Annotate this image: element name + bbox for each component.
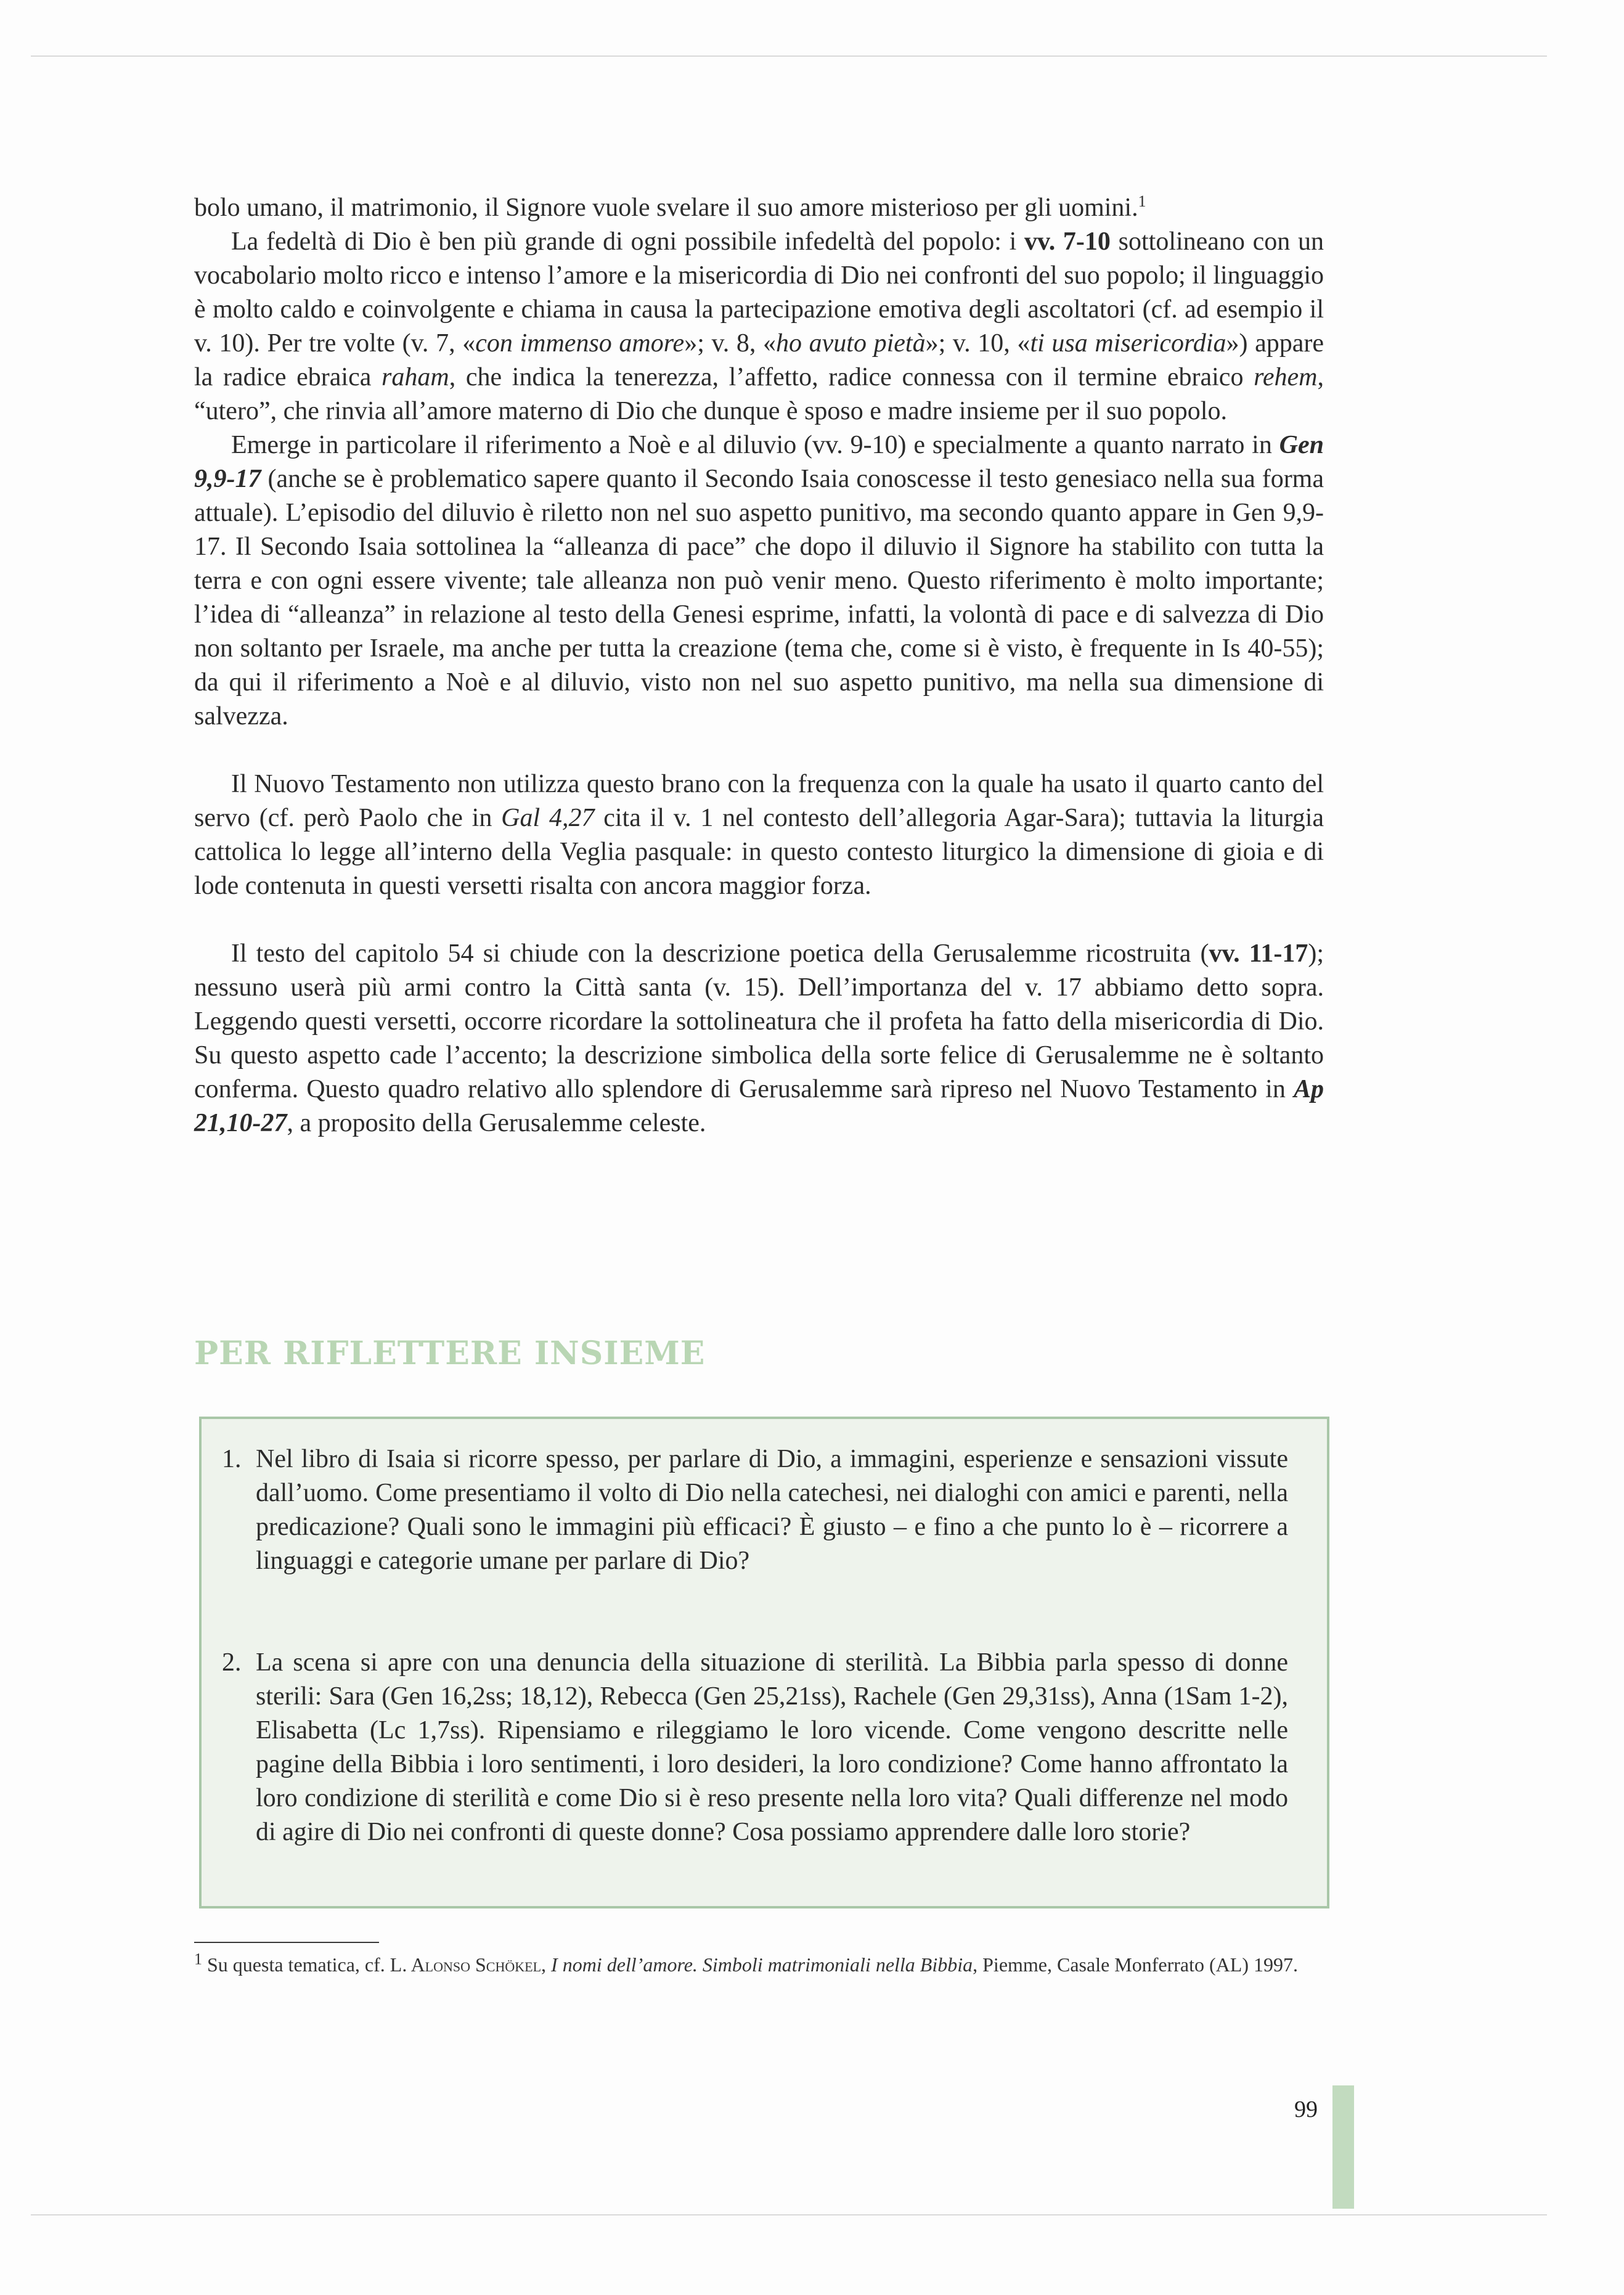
paragraph-2: La fedeltà di Dio è ben più grande di ogni possibile infedeltà del popolo: i vv. 7-10 sottolineano con un vocabolario molto ricco e intenso l’amore e la misericordia di Dio nei confronti del suo popolo; il linguaggio è molto caldo e coinvolgente e chiama in causa la partecipazione emotiva degli ascoltatori (cf. ad esempio il v. 10). Per tre volte (v. 7, «con immenso amore»; v. 8, «ho avuto pietà»; v. 10, «ti usa misericordia») appare la radice ebraica raham, che indica la tenerezza, l’affetto, radice connessa con il termine ebraico rehem, “utero”, che rinvia all’amore materno di Dio che dunque è sposo e madre insieme per il suo popolo. xyxy=(194,227,1324,425)
bottom-scan-edge xyxy=(31,2214,1547,2215)
question-number: 1. xyxy=(222,1445,242,1473)
footnote-ref: 1 xyxy=(1138,192,1146,210)
question-text: Nel libro di Isaia si ricorre spesso, per parlare di Dio, a immagini, esperienze e sensazioni vissute dall’uomo. Come presentiamo il volto di Dio nella catechesi, nei dialoghi con amici e parenti, nella predicazione? Quali sono le immagini più efficaci? È giusto – e fino a che punto lo è – ricorrere a linguaggi e categorie umane per parlare di Dio? xyxy=(256,1445,1288,1575)
page-number: 99 xyxy=(1294,2097,1318,2122)
paragraph-3: Emerge in particolare il riferimento a Noè e al diluvio (vv. 9-10) e specialmente a quanto narrato in Gen 9,9-17 (anche se è problematico sapere quanto il Secondo Isaia conoscesse il testo genesiaco nella sua forma attuale). L’episodio del diluvio è riletto non nel suo aspetto punitivo, ma secondo quanto appare in Gen 9,9-17. Il Secondo Isaia sottolinea la “alleanza di pace” che dopo il diluvio il Signore ha stabilito con tutta la terra e con ogni essere vivente; tale alleanza non può venir meno. Questo riferimento è molto importante; l’idea di “alleanza” in relazione al testo della Genesi esprime, infatti, la volontà di pace e di salvezza di Dio non soltanto per Israele, ma anche per tutta la creazione (tema che, come si è visto, è frequente in Is 40-55); da qui il riferimento a Noè e al diluvio, visto non nel suo aspetto punitivo, ma nella sua dimensione di salvezza. xyxy=(194,431,1324,730)
page-edge-tab xyxy=(1332,2085,1354,2209)
footnote-rule xyxy=(194,1942,379,1943)
paragraph-5: Il testo del capitolo 54 si chiude con la descrizione poetica della Gerusalemme ricostruita (vv. 11-17); nessuno userà più armi contro la Città santa (v. 15). Dell’importanza del v. 17 abbiamo detto sopra. Leggendo questi versetti, occorre ricordare la sottolineatura che il profeta ha fatto della misericordia di Dio. Su questo aspetto cade l’accento; la descrizione simbolica della sorte felice di Gerusalemme ne è soltanto conferma. Questo quadro relativo allo splendore di Gerusalemme sarà ripreso nel Nuovo Testamento in Ap 21,10-27, a proposito della Gerusalemme celeste. xyxy=(194,939,1324,1137)
question-1 xyxy=(222,1442,1288,1578)
footnote-author: L. Alonso Schökel xyxy=(390,1953,542,1976)
footnote-title: I nomi dell’amore. Simboli matrimoniali nella Bibbia xyxy=(551,1953,973,1976)
question-number: 2. xyxy=(222,1648,242,1677)
verse-ref: Ap 21,10-27 xyxy=(194,1075,1324,1137)
verse-ref: Gen 9,9-17 xyxy=(194,431,1324,493)
body-text xyxy=(194,191,1324,1140)
verse-ref: Gal 4,27 xyxy=(501,804,595,832)
question-2 xyxy=(222,1646,1288,1849)
paragraph-4: Il Nuovo Testamento non utilizza questo brano con la frequenza con la quale ha usato il quarto canto del servo (cf. però Paolo che in Gal 4,27 cita il v. 1 nel contesto dell’allegoria Agar-Sara); tuttavia la liturgia cattolica lo legge all’interno della Veglia pasquale: in questo contesto liturgico la dimensione di gioia e di lode contenuta in questi versetti risalta con ancora maggior forza. xyxy=(194,770,1324,900)
paragraph-1: bolo umano, il matrimonio, il Signore vuole svelare il suo amore misterioso per gli uomini.$^1$ xyxy=(194,192,1146,222)
verse-ref: vv. 11-17 xyxy=(1209,939,1308,968)
footnote: $^1$ Su questa tematica, cf. L. Alonso Schökel, I nomi dell’amore. Simboli matrimoniali nella Bibbia, Piemme, Casale Monferrato (AL) 1997. xyxy=(194,1950,1298,1976)
question-text: La scena si apre con una denuncia della situazione di sterilità. La Bibbia parla spesso di donne sterili: Sara (Gen 16,2ss; 18,12), Rebecca (Gen 25,21ss), Rachele (Gen 29,31ss), Anna (1Sam 1-2), Elisabetta (Lc 1,7ss). Ripensiamo e rileggiamo le loro vicende. Come vengono descritte nelle pagine della Bibbia i loro sentimenti, i loro desideri, la loro condizione? Come hanno affrontato la loro condizione di sterilità e come Dio si è reso presente nella loro vita? Quali differenze nel modo di agire di Dio nei confronti di queste donne? Cosa possiamo apprendere dalle loro storie? xyxy=(256,1648,1288,1846)
top-scan-edge xyxy=(31,55,1547,57)
verse-ref: vv. 7-10 xyxy=(1024,227,1111,256)
section-heading: PER RIFLETTERE INSIEME xyxy=(194,1335,706,1372)
